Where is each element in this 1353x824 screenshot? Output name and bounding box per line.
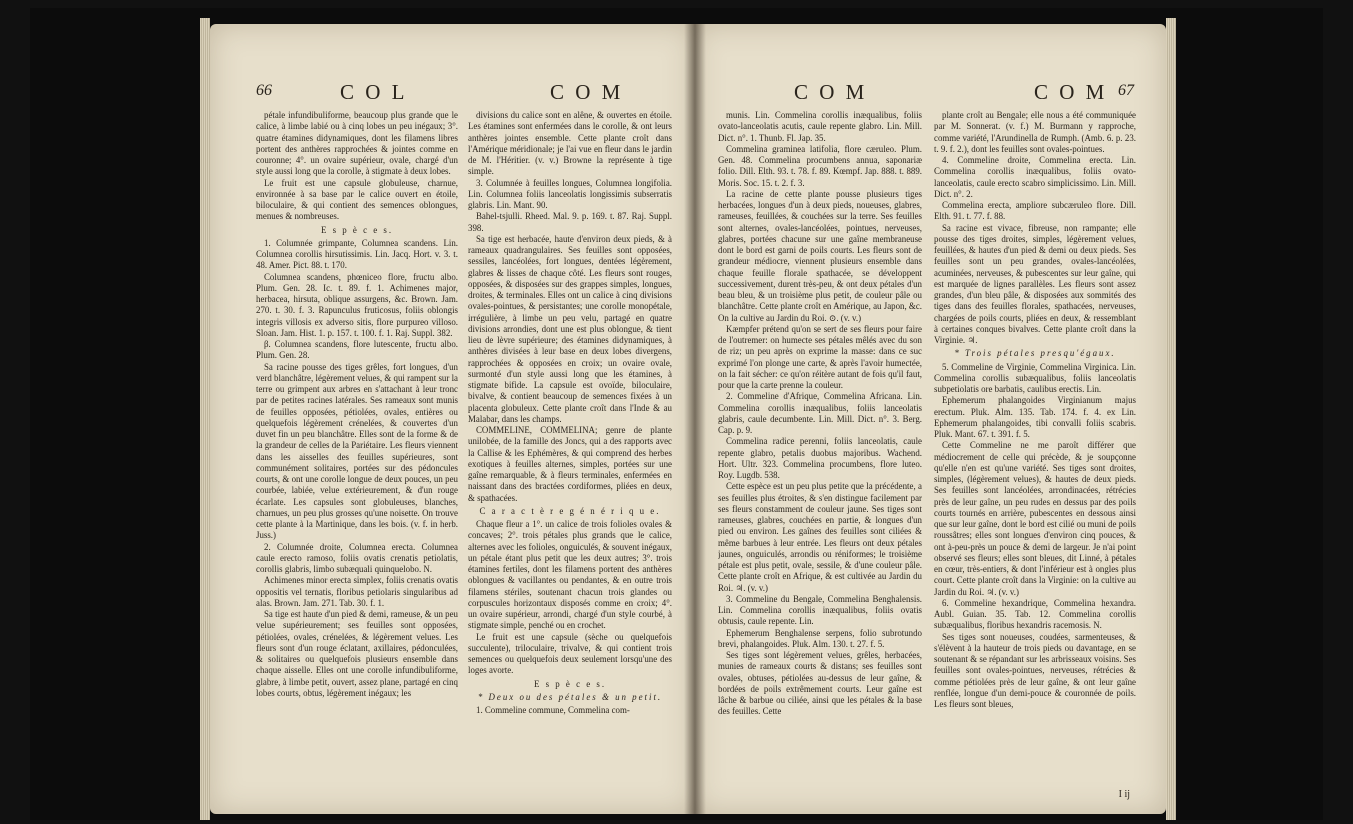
- left-running-head-col: C O L: [340, 80, 408, 104]
- left-page-header: [210, 80, 694, 106]
- paragraph: Achimenes minor erecta simplex, foliis crenatis ovatis oppositis vel ternatis, floribus petiolaris singularibus ad alas. Brown. Jam. 271. Tab. 30. f. 1.: [256, 575, 458, 608]
- paragraph: Ephemerum Benghalense serpens, folio subrotundo brevi, phalangoides. Pluk. Alm. 130. t. 27. f. 5.: [718, 627, 922, 649]
- right-page-edge: [1166, 18, 1176, 820]
- paragraph: Commelina graminea latifolia, flore cæruleo. Plum. Gen. 48. Commelina procumbens annua, saponariæ folio. Dill. Elth. 93. t. 78. f. 89. Kœmpf. Jap. 888. t. 889. Moris. Soc. 15. t. 2. f. 3.: [718, 143, 922, 188]
- section-heading: E s p è c e s.: [320, 224, 394, 235]
- paragraph: 1. Commeline commune, Commelina com-: [476, 705, 630, 715]
- paragraph: La racine de cette plante pousse plusieurs tiges herbacées, longues d'un à deux pieds, noueuses, glabres, rameuses, feuillées, & couchées sur la terre. Ses feuilles sont alternes, ovales-lancéolées, pointues, nerveuses, glabres, portées chacune sur une gaîne membraneuse dont le bord est garni de poils courts. Les fleurs sont de grandeur médiocre, viennent plusieurs ensemble dans chaque feuille florale spathacée, se développent successivement, durent très-peu, & ont deux pétales d'un beau bleu, & un troisième plus petit, de couleur pâle ou blanchâtre. Cette plante croît en Amérique, au Japon, &c. On la cultive au Jardin du Roi. ⊙. (v. v.): [718, 188, 922, 323]
- right-running-head-com-left: C O M: [794, 80, 868, 104]
- paragraph: Ses tiges sont légèrement velues, grêles, herbacées, munies de rameaux courts & distans; ses feuilles sont ovales, obtuses, pétiolées au-dessus de leur gaîne, & bordées de poils extrêmement courts. Leur gaîne est lâche & barbue ou ciliée, ainsi que les pétales & la base des feuilles. Cette: [718, 650, 922, 717]
- paragraph: 5. Commeline de Virginie, Commelina Virginica. Lin. Commelina corollis subæqualibus, foliis lanceolatis subpetiolatis ore barbatis, caulibus erectis. Lin.: [934, 361, 1136, 394]
- paragraph: Ephemerum phalangoides Virginianum majus erectum. Pluk. Alm. 135. Tab. 174. f. 4. ex Lin. Ephemerum phalangoides, tibi convalli foliis scabris. Pluk. Mant. 67. t. 391. f. 5.: [934, 395, 1136, 439]
- paragraph: Cette espèce est un peu plus petite que la précédente, a ses feuilles plus étroites, & s'en distingue facilement par ses fleurs constamment de couleur jaune. Ses tiges sont rameuses, glabres, couchées en partie, & longues d'un pied ou environ. Les gaînes des feuilles sont ciliées & même barbues à leur entrée. Les fleurs ont deux pétales jaunes, onguiculés, arrondis ou réniformes; le troisième pétale est plus petit, ovale, sessile, & d'une couleur pâle. Cette plante croît en Afrique, & est cultivée au Jardin du Roi. ♃. (v. v.): [718, 481, 922, 593]
- paragraph: munis. Lin. Commelina corollis inæqualibus, foliis ovato-lanceolatis acutis, caule repente glabro. Lin. Mill. Dict. n°. 1. Thunb. Fl. Jap. 35.: [718, 110, 922, 143]
- paragraph: Commelina erecta, ampliore subcæruleo flore. Dill. Elth. 91. t. 77. f. 88.: [934, 200, 1136, 222]
- paragraph: 6. Commeline hexandrique, Commelina hexandra. Aubl. Guian. 35. Tab. 12. Commelina corollis subæqualibus, floribus hexandris racemosis. N.: [934, 597, 1136, 631]
- paragraph: Sa tige est haute d'un pied & demi, rameuse, & un peu velue supérieurement; ses feuilles sont opposées, pétiolées, ovales, crénelées, & légèrement velues. Les fleurs sont d'un rouge éclatant, axillaires, pédonculées, & solitaires ou quelquefois plusieurs ensemble dans chaque aisselle. Elles ont une corolle infundibuliforme, glabre, à limbe petit, ouvert, assez plane, partagé en cinq lobes courts, obtus, légèrement inégaux; les: [256, 609, 458, 698]
- right-column-a: [718, 110, 922, 804]
- paragraph: Sa racine est vivace, fibreuse, non rampante; elle pousse des tiges droites, simples, légèrement velues, feuillées, & hautes d'un pied & demi ou deux pieds. Ses feuilles sont un peu grandes, ovales-lancéolées, acuminées, nerveuses, & pubescentes sur leur gaîne, qui est marquée de lignes parallèles. Les fleurs sont assez grandes, d'un bleu pâle, & disposées aux sommités des tiges dans des feuilles florales, spathacées, nerveuses, chargées de poils courts, pliées en deux, & ressemblant à certaines conques bivalves. Cette plante croît dans la Virginie. ♃.: [934, 222, 1136, 345]
- paragraph: 3. Commeline du Bengale, Commelina Benghalensis. Lin. Commelina corollis inæqualibus, foliis ovatis obtusis, caule repente. Lin.: [718, 593, 922, 627]
- left-column-a: [256, 110, 458, 804]
- paragraph: 1. Columnée grimpante, Columnea scandens. Lin. Columnea corollis hirsutissimis. Lin. Jacq. Hort. v. 3. t. 48. Amer. Pict. 88. t. 170.: [256, 237, 458, 271]
- paragraph: Bahel-tsjulli. Rheed. Mal. 9. p. 169. t. 87. Raj. Suppl. 398.: [468, 211, 672, 233]
- paragraph: β. Columnea scandens, flore lutescente, fructu albo. Plum. Gen. 28.: [256, 339, 458, 361]
- subsection-note: * Deux ou des pétales & un petit.: [477, 691, 663, 702]
- paragraph: 4. Commeline droite, Commelina erecta. Lin. Commelina corollis inæqualibus, foliis ovato-lanceolatis, caule erecto scabro simplicissimo. Lin. Mill. Dict. n°. 2.: [934, 155, 1136, 199]
- paragraph: Cette Commeline ne me paroît différer que médiocrement de celle qui précède, & je soupçonne qu'elle n'en est qu'une variété. Ses tiges sont droites, simples, (légèrement velues), & hautes de deux pieds. Ses feuilles sont lancéolées, arrondinacées, rétrécies près de leur gaîne, un peu rudes en dessus par des poils courts tournés en arrière, pubescentes en dessous ainsi que sur leur gaîne, dont le bord est cilié ou muni de poils roussâtres; elles sont longues d'environ cinq pouces, & ont à-peu-près un pouce & demi de largeur. Je n'ai point observé ses fleurs; elles sont bleues, dit Linné, à pétales en cœur, très-entiers, & dont l'inférieur est à ongles plus court. Cette plante croît dans la Virginie: on la cultive au Jardin du Roi. ♃. (v. v.): [934, 440, 1136, 597]
- left-page-number: 66: [256, 82, 272, 99]
- right-page: [694, 24, 1166, 814]
- paragraph: pétale infundibuliforme, beaucoup plus grande que le calice, à limbe labié ou à cinq lobes un peu inégaux; 3°. quatre étamines didynamiques, dont les filamens libres portent des anthères rapprochées & jointes comme en couronne; 4°. un ovaire supérieur, ovale, chargé d'un style aussi long que la corolle, à stigmate à deux lobes.: [256, 110, 458, 177]
- paragraph: Commelina radice perenni, foliis lanceolatis, caule repente glabro, petalis duobus majoribus. Wachend. Hort. Ultr. 323. Commelina procumbens, flore luteo. Roy. Lugdb. 538.: [718, 436, 922, 480]
- paragraph: Sa tige est herbacée, haute d'environ deux pieds, & à rameaux quadrangulaires. Ses feuilles sont opposées, sessiles, lancéolées, fort longues, dentées légèrement, glabres & lisses de chaque côté. Les fleurs sont rouges, opposées, & disposées sur des grappes simples, longues, droites, & terminales. Elles ont un calice à cinq divisions ovales-pointues, & persistantes; une corolle monopétale, irrégulière, à limbe un peu velu, partagé en quatre divisions arrondies, dont une est plus oblongue, & tient lieu de lèvre supérieure; des étamines didynamiques, à anthères divisées à leur base en deux lobes divergens, rapprochées & opposées en croix; un ovaire ovale, surmonté d'un style aussi long que les étamines, à stigmate bifide. La capsule est ovoïde, biloculaire, bivalve, & contient beaucoup de semences fixées à un placenta globuleux. Cette plante croît dans l'Inde & au Malabar, dans les champs.: [468, 233, 672, 424]
- paragraph: Sa racine pousse des tiges grêles, fort longues, d'un verd blanchâtre, légèrement velues, & qui rampent sur la terre ou grimpent aux arbres en s'attachant à leur tronc par de petites racines latérales. Ses rameaux sont munis de feuilles opposées, pétiolées, ovales, entières ou quelquefois légèrement crénelées, & couvertes d'un duvet fin un peu blanchâtre. Elles sont de la forme & de la grandeur de celles de la Pariétaire. Les fleurs viennent dans les aisselles des feuilles supérieures, sont communément solitaires, portées sur des pédoncules courts, & ont une corolle longue de deux pouces, un peu courbée, labiée, velue extérieurement, & d'un rouge écarlate. Les capsules sont globuleuses, blanches, charnues, un peu plus grosses qu'une noisette. On trouve cette plante à la Martinique, dans les bois. (v. f. in herb. Juss.): [256, 361, 458, 541]
- paragraph: Kæmpfer prétend qu'on se sert de ses fleurs pour faire de l'outremer: on humecte ses pétales mêlés avec du son de riz; un peu après on exprime la masse: dans ce suc exprimé l'on plonge une carte, & après l'avoir humectée, on la fait sécher: ce qu'on réitère autant de fois qu'il faut, pour que la carte prenne la couleur.: [718, 323, 922, 390]
- right-page-header: [694, 80, 1166, 106]
- section-heading: E s p è c e s.: [533, 678, 607, 689]
- paragraph: 2. Commeline d'Afrique, Commelina Africana. Lin. Commelina corollis inæqualibus, foliis lanceolatis glabris, caule decumbente. Lin. Mill. Dict. n°. 3. Berg. Cap. p. 9.: [718, 391, 922, 435]
- left-page-edge: [200, 18, 210, 820]
- paragraph: Le fruit est une capsule globuleuse, charnue, environnée à sa base par le calice ouvert en étoile, biloculaire, & qui contient des semences oblongues, menues & nombreuses.: [256, 177, 458, 222]
- right-column-b: [934, 110, 1136, 804]
- paragraph: Columnea scandens, phœniceo flore, fructu albo. Plum. Gen. 28. Ic. t. 89. f. 1. Achimenes major, herbacea, hirsuta, oblique assurgens, &c. Brown. Jam. 270. t. 30. f. 3. Rapunculus fruticosus, foliis oblongis integris villosis ex adverso sitis, flore purpureo villoso. Sloan. Jam. Hist. 1. p. 157. t. 100. f. 1. Raj. Suppl. 382.: [256, 271, 458, 338]
- paragraph: 3. Columnée à feuilles longues, Columnea longifolia. Lin. Columnea foliis lanceolatis longissimis subserratis glabris. Lin. Mant. 90.: [468, 177, 672, 210]
- right-page-number: 67: [1118, 82, 1134, 99]
- paragraph: Chaque fleur a 1°. un calice de trois folioles ovales & concaves; 2°. trois pétales plus grands que le calice, alternes avec les folioles, onguiculés, & souvent inégaux, un pétale étant plus petit que les deux autres; 3°. trois étamines fertiles, dont les filamens portent des anthères oblongues & vacillantes ou pendantes, & en outre trois filamens stériles, soutenant chacun trois glandes ou corpuscules horizontaux disposés comme en croix; 4°. un ovaire supérieur, arrondi, chargé d'un style courbé, à stigmate simple, penché ou en crochet.: [468, 519, 672, 631]
- section-heading: C a r a c t è r e g é n é r i q u e.: [479, 505, 661, 516]
- left-page: [210, 24, 694, 814]
- paragraph: Le fruit est une capsule (sèche ou quelquefois succulente), triloculaire, trivalve, & qui contient trois semences ou quelquefois deux seulement lorsqu'une des loges avorte.: [468, 631, 672, 676]
- paragraph: plante croît au Bengale; elle nous a été communiquée par M. Sonnerat. (v. f.) M. Burmann y rapproche, comme variété, l'Arundinella de Rumph. (Amb. 6. p. 23. t. 9. f. 2.), dont les feuilles sont ovales-pointues.: [934, 110, 1136, 154]
- paragraph: COMMELINE, COMMELINA; genre de plante unilobée, de la famille des Joncs, qui a des rapports avec la Callise & les Ephémères, & qui comprend des herbes exotiques à feuilles alternes, simples, portées sur une gaîne remarquable, & à fleurs terminales, enfermées en naissant dans des bractées cordiformes, pliées en deux, & spathacées.: [468, 425, 672, 503]
- paragraph: 2. Columnée droite, Columnea erecta. Columnea caule erecto ramoso, foliis ovatis crenatis petiolatis, corollis glabris, limbo subæquali quinquelobo. N.: [256, 541, 458, 574]
- left-column-b: [468, 110, 672, 804]
- left-running-head-com: C O M: [550, 80, 624, 104]
- right-running-head-com-right: C O M: [1034, 80, 1108, 104]
- signature-mark: I ij: [1118, 789, 1130, 800]
- book-spread: [30, 8, 1323, 820]
- subsection-note: * Trois pétales presqu'égaux.: [954, 348, 1116, 359]
- paragraph: divisions du calice sont en alêne, & ouvertes en étoile. Les étamines sont enfermées dans le corolle, & ont leurs anthères jointes ensemble. Cette plante croît dans l'Amérique méridionale; je l'ai vue en fleur dans le jardin de M. l'Héritier. (v. v.) Browne la représente à tige simple.: [468, 110, 672, 177]
- paragraph: Ses tiges sont noueuses, coudées, sarmenteuses, & s'élèvent à la hauteur de trois pieds ou davantage, en se soutenant & se répandant sur les arbrisseaux voisins. Ses feuilles sont ovales-pointues, nerveuses, rétrécies & comme pétiolées près de leur gaîne, & ont leur gaîne renflée, longue d'un demi-pouce & couronnée de poils. Les fleurs sont bleues,: [934, 631, 1136, 709]
